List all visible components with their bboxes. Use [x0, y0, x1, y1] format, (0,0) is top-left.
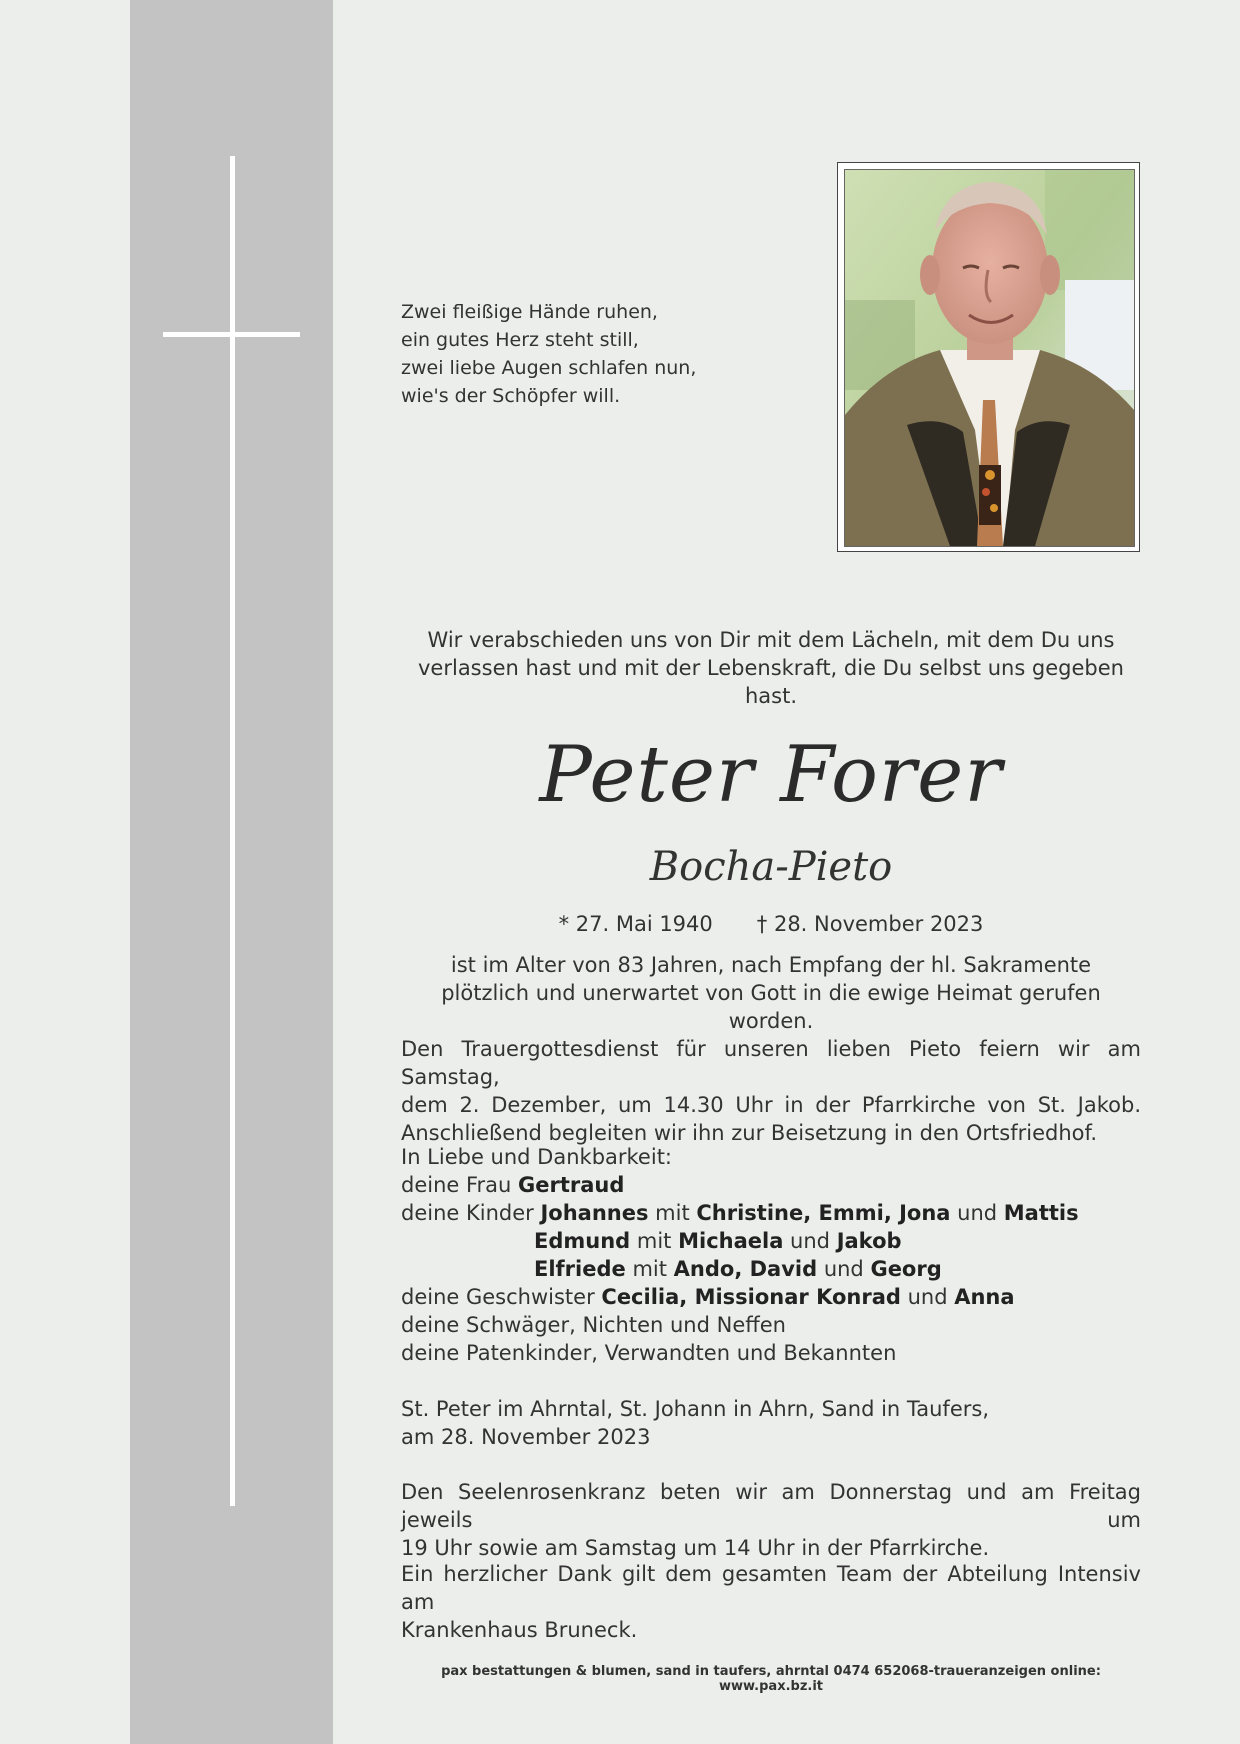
rosary-line: 19 Uhr sowie am Samstag um 14 Uhr in der Pfarrkirche.	[401, 1536, 990, 1560]
death-notice	[401, 951, 1141, 1035]
deceased-name: Peter Forer	[539, 730, 1003, 820]
cross-icon-horizontal	[163, 332, 300, 337]
date-line: am 28. November 2023	[401, 1425, 651, 1449]
service-line: Den Trauergottesdienst für unseren lieben Pieto feiern wir am Samstag,	[401, 1037, 1141, 1089]
notice-line: ist im Alter von 83 Jahren, nach Empfang der hl. Sakramente	[450, 953, 1092, 977]
family-siblings: deine Geschwister Cecilia, Missionar Konrad und Anna	[401, 1285, 1015, 1309]
family-intro: In Liebe und Dankbarkeit:	[401, 1145, 673, 1169]
poem-line: wie's der Schöpfer will.	[401, 385, 621, 407]
family-child-2: Edmund mit Michaela und Jakob	[534, 1229, 902, 1253]
footer-imprint: pax bestattungen & blumen, sand in taufers, ahrntal 0474 652068-traueranzeigen online: www.pax.bz.it	[441, 1664, 1101, 1694]
family-list	[401, 1143, 1141, 1367]
thanks-line: Ein herzlicher Dank gilt dem gesamten Team der Abteilung Intensiv am	[401, 1562, 1141, 1614]
thanks-text	[401, 1560, 1141, 1644]
deceased-nickname: Bocha-Pieto	[649, 844, 893, 890]
family-child-3: Elfriede mit Ando, David und Georg	[534, 1257, 942, 1281]
place-line: St. Peter im Ahrntal, St. Johann in Ahrn, Sand in Taufers,	[401, 1397, 989, 1421]
life-dates	[401, 910, 1141, 938]
poem-line: ein gutes Herz steht still,	[401, 329, 639, 351]
cross-icon-vertical	[230, 156, 235, 1506]
family-inlaws: deine Schwäger, Nichten und Neffen	[401, 1313, 786, 1337]
rosary-line: Den Seelenrosenkranz beten wir am Donnerstag und am Freitag jeweils um	[401, 1480, 1141, 1532]
poem-line: zwei liebe Augen schlafen nun,	[401, 357, 697, 379]
poem	[401, 298, 761, 410]
notice-line: plötzlich und unerwartet von Gott in die ewige Heimat gerufen worden.	[441, 981, 1101, 1033]
quote-line: verlassen hast und mit der Lebenskraft, die Du selbst uns gegeben hast.	[418, 656, 1124, 708]
birth-date: * 27. Mai 1940	[558, 912, 713, 936]
family-children: deine Kinder Johannes mit Christine, Emmi, Jona und Mattis	[401, 1201, 1079, 1225]
service-line: Anschließend begleiten wir ihn zur Beisetzung in den Ortsfriedhof.	[401, 1121, 1098, 1145]
quote-line: Wir verabschieden uns von Dir mit dem Lächeln, mit dem Du uns	[427, 628, 1115, 652]
service-line: dem 2. Dezember, um 14.30 Uhr in der Pfarrkirche von St. Jakob.	[401, 1093, 1141, 1117]
family-wife: deine Frau Gertraud	[401, 1173, 625, 1197]
funeral-service-text	[401, 1035, 1141, 1147]
portrait-frame	[837, 162, 1140, 552]
death-date: † 28. November 2023	[756, 912, 984, 936]
portrait-photo	[844, 169, 1135, 547]
place-date	[401, 1395, 1141, 1451]
farewell-quote	[401, 626, 1141, 710]
poem-line: Zwei fleißige Hände ruhen,	[401, 301, 658, 323]
rosary-text	[401, 1478, 1141, 1562]
family-godchildren: deine Patenkinder, Verwandten und Bekannten	[401, 1341, 897, 1365]
thanks-line: Krankenhaus Bruneck.	[401, 1618, 638, 1642]
